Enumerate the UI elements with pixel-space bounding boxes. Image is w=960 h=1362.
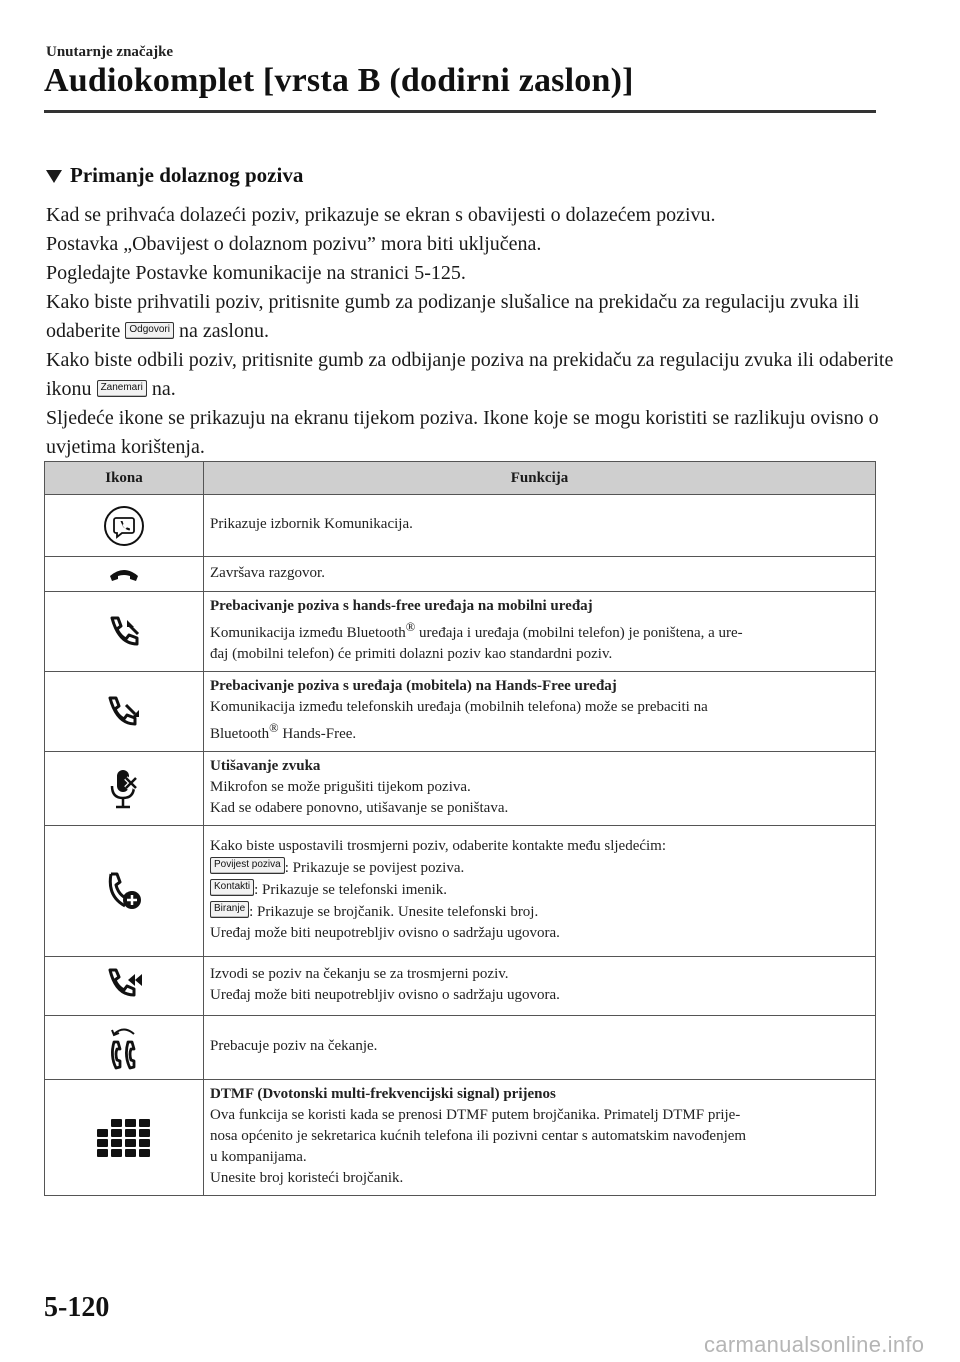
add-call-icon bbox=[102, 868, 146, 914]
swap-call-icon bbox=[104, 1022, 144, 1074]
table-row bbox=[45, 495, 876, 557]
desc-span: : Prikazuje se povijest poziva. bbox=[284, 860, 465, 876]
table-row bbox=[45, 957, 876, 1016]
option-line bbox=[210, 879, 867, 901]
desc-span: Bluetooth bbox=[210, 726, 270, 742]
table-row bbox=[45, 752, 876, 826]
function-description: Kako biste uspostavili trosmjerni poziv, odaberite kontakte među sljedećim: bbox=[210, 838, 667, 854]
transfer-to-handsfree-icon bbox=[102, 690, 146, 734]
intro-line: Pogledajte Postavke komunikacije na stranici 5-125. bbox=[46, 262, 466, 284]
function-title: Utišavanje zvuka bbox=[210, 758, 321, 774]
function-description: u kompanijama. bbox=[210, 1149, 307, 1165]
subheading bbox=[46, 163, 303, 188]
dial-button-label: Biranje bbox=[210, 901, 249, 918]
page-title: Audiokomplet [vrsta B (dodirni zaslon)] bbox=[44, 62, 634, 99]
contacts-button-label: Kontakti bbox=[210, 879, 254, 896]
function-description: Uređaj može biti neupotrebljiv ovisno o sadržaju ugovora. bbox=[210, 925, 560, 941]
function-description: Prebacuje poziv na čekanje. bbox=[204, 1016, 876, 1080]
function-description: Mikrofon se može prigušiti tijekom poziva. bbox=[210, 779, 471, 795]
function-description: Završava razgovor. bbox=[204, 557, 876, 592]
option-line bbox=[210, 857, 867, 879]
intro-text-span: Kako biste prihvatili poziv, pritisnite gumb za podizanje slušalice na prekidaču za regulaciju zvuka ili odaberite bbox=[46, 291, 860, 342]
intro-line: Kad se prihvaća dolazeći poziv, prikazuje se ekran s obavijesti o dolazećem pozivu. bbox=[46, 204, 716, 226]
intro-paragraph-ignore bbox=[46, 346, 896, 404]
desc-span: uređaja i uređaja (mobilni telefon) je poništena, a ure- bbox=[415, 625, 743, 641]
function-description: Komunikacija između telefonskih uređaja (mobilnih telefona) može se prebaciti na bbox=[210, 699, 708, 715]
table-row bbox=[45, 1080, 876, 1196]
table-row bbox=[45, 557, 876, 592]
subheading-text: Primanje dolaznog poziva bbox=[70, 163, 304, 187]
table-row bbox=[45, 826, 876, 957]
table-row bbox=[45, 1016, 876, 1080]
desc-span: : Prikazuje se telefonski imenik. bbox=[254, 882, 448, 898]
function-description: Uređaj može biti neupotrebljiv ovisno o sadržaju ugovora. bbox=[210, 987, 560, 1003]
function-description: Prikazuje izbornik Komunikacija. bbox=[204, 495, 876, 557]
ignore-button-label: Zanemari bbox=[97, 380, 147, 397]
intro-line: Sljedeće ikone se prikazuju na ekranu tijekom poziva. Ikone koje se mogu koristiti se razlikuju ovisno o uvjetima korištenja. bbox=[46, 407, 879, 458]
page-number: 5-120 bbox=[44, 1292, 110, 1323]
watermark: carmanualsonline.info bbox=[704, 1332, 925, 1357]
function-description: Izvodi se poziv na čekanju se za trosmjerni poziv. bbox=[210, 966, 509, 982]
intro-line: Postavka „Obavijest o dolaznom pozivu” mora biti uključena. bbox=[46, 233, 542, 255]
function-description: đaj (mobilni telefon) će primiti dolazni poziv kao standardni poziv. bbox=[210, 646, 613, 662]
function-description bbox=[210, 617, 867, 644]
registered-mark: ® bbox=[269, 721, 279, 735]
desc-span: Hands-Free. bbox=[278, 726, 357, 742]
option-line bbox=[210, 901, 867, 923]
function-description: Ova funkcija se koristi kada se prenosi DTMF putem brojčanika. Primatelj DTMF prije- bbox=[210, 1107, 741, 1123]
function-description: nosa općenito je sekretarica kućnih telefona ili pozivni centar s automatskim navođenjem bbox=[210, 1128, 747, 1144]
intro-text-span: na zaslonu. bbox=[178, 320, 269, 342]
merge-call-icon bbox=[102, 966, 146, 1006]
end-call-icon bbox=[108, 565, 140, 583]
function-description: Unesite broj koristeći brojčanik. bbox=[210, 1170, 404, 1186]
registered-mark: ® bbox=[405, 620, 416, 634]
keypad-icon bbox=[97, 1117, 151, 1159]
call-history-button-label: Povijest poziva bbox=[210, 857, 285, 874]
triangle-marker-icon bbox=[46, 170, 62, 183]
answer-button-label: Odgovori bbox=[125, 322, 174, 339]
table-row bbox=[45, 672, 876, 752]
intro-text-span: na. bbox=[151, 378, 176, 400]
function-title: Prebacivanje poziva s hands-free uređaja na mobilni uređaj bbox=[210, 598, 593, 614]
intro-paragraph-answer bbox=[46, 288, 896, 346]
table-header-row bbox=[45, 462, 876, 495]
icon-function-table bbox=[44, 461, 876, 1196]
title-divider bbox=[44, 110, 876, 113]
communication-menu-icon bbox=[102, 504, 146, 548]
column-header-icon: Ikona bbox=[45, 462, 204, 495]
desc-span: Komunikacija između Bluetooth bbox=[210, 625, 406, 641]
intro-text-span: Kako biste odbili poziv, pritisnite gumb za odbijanje poziva na prekidaču za regulaciju zvuka ili odaberite ikonu bbox=[46, 349, 894, 400]
transfer-to-phone-icon bbox=[102, 610, 146, 654]
column-header-function: Funkcija bbox=[204, 462, 876, 495]
function-description: Kad se odabere ponovno, utišavanje se poništava. bbox=[210, 800, 509, 816]
section-label: Unutarnje značajke bbox=[46, 44, 174, 60]
table-row bbox=[45, 592, 876, 672]
intro-text bbox=[46, 201, 896, 462]
function-description bbox=[210, 718, 867, 745]
function-title: DTMF (Dvotonski multi-frekvencijski signal) prijenos bbox=[210, 1086, 556, 1102]
mute-microphone-icon bbox=[104, 766, 144, 812]
desc-span: : Prikazuje se brojčanik. Unesite telefonski broj. bbox=[249, 904, 539, 920]
function-title: Prebacivanje poziva s uređaja (mobitela) na Hands-Free uređaj bbox=[210, 678, 617, 694]
